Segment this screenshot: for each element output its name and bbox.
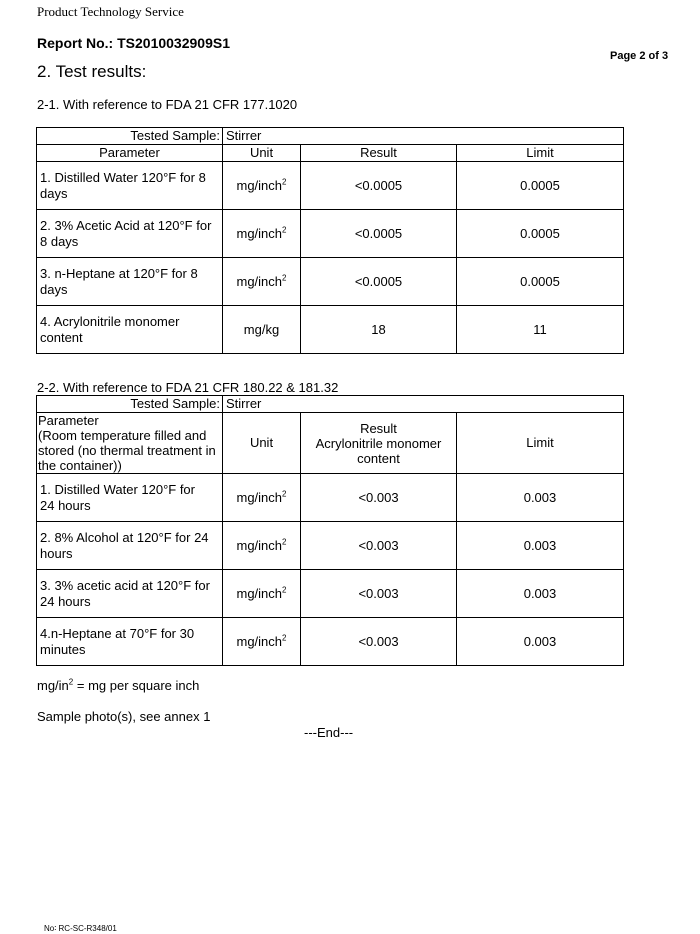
photo-note: Sample photo(s), see annex 1: [37, 709, 211, 724]
row-result: 18: [301, 306, 457, 354]
row-result: <0.0005: [301, 162, 457, 210]
tested-sample-label: Tested Sample:: [37, 396, 223, 413]
row-limit: 0.0005: [457, 258, 624, 306]
header-unit: Unit: [223, 413, 301, 474]
end-marker: ---End---: [304, 725, 354, 740]
row-parameter: 1. Distilled Water 120°F for 24 hours: [37, 474, 223, 522]
table-row: [37, 474, 624, 522]
header-unit: Unit: [223, 145, 301, 162]
table-row: [37, 618, 624, 666]
row-result: <0.003: [301, 570, 457, 618]
header-limit: Limit: [457, 413, 624, 474]
row-limit: 0.003: [457, 570, 624, 618]
table2-caption: 2-2. With reference to FDA 21 CFR 180.22 & 181.32: [37, 380, 339, 395]
header-parameter: Parameter: [37, 145, 223, 162]
tested-sample-value: Stirrer: [223, 128, 624, 145]
row-parameter: 1. Distilled Water 120°F for 8 days: [37, 162, 223, 210]
tested-sample-row: [37, 128, 624, 145]
table1-caption: 2-1. With reference to FDA 21 CFR 177.1020: [37, 97, 298, 112]
table-row: [37, 258, 624, 306]
row-parameter: 4.n-Heptane at 70°F for 30 minutes: [37, 618, 223, 666]
row-limit: 11: [457, 306, 624, 354]
table-row: [37, 162, 624, 210]
row-parameter: 2. 8% Alcohol at 120°F for 24 hours: [37, 522, 223, 570]
page-number: Page 2 of 3: [610, 50, 669, 62]
row-parameter: 3. n-Heptane at 120°F for 8 days: [37, 258, 223, 306]
table-row: [37, 210, 624, 258]
row-parameter: 4. Acrylonitrile monomer content: [37, 306, 223, 354]
header-row: [37, 145, 624, 162]
table-row: [37, 570, 624, 618]
row-unit: mg/inch$^2$: [223, 570, 301, 618]
tested-sample-value: Stirrer: [223, 396, 624, 413]
row-limit: 0.0005: [457, 210, 624, 258]
fda-180-22-table: [36, 395, 624, 666]
header-parameter: Parameter (Room temperature filled and stored (no thermal treatment in the container)): [37, 413, 223, 474]
row-unit: mg/inch$^2$: [223, 522, 301, 570]
company-name: Product Technology Service: [37, 4, 184, 19]
section-title: 2. Test results:: [37, 62, 147, 81]
tested-sample-label: Tested Sample:: [37, 128, 223, 145]
header-row: [37, 413, 624, 474]
header-result: Result Acrylonitrile monomer content: [301, 413, 457, 474]
row-result: <0.003: [301, 522, 457, 570]
table-row: [37, 306, 624, 354]
report-number: Report No.: TS2010032909S1: [37, 35, 230, 51]
row-parameter: 2. 3% Acetic Acid at 120°F for 8 days: [37, 210, 223, 258]
row-unit: mg/inch$^2$: [223, 618, 301, 666]
row-unit: mg/kg: [223, 306, 301, 354]
unit-note: $mg/in^2$ = mg per square inch: [37, 677, 200, 693]
row-unit: mg/inch$^2$: [223, 474, 301, 522]
row-limit: 0.0005: [457, 162, 624, 210]
row-parameter: 3. 3% acetic acid at 120°F for 24 hours: [37, 570, 223, 618]
row-unit: mg/inch$^2$: [223, 258, 301, 306]
row-limit: 0.003: [457, 474, 624, 522]
table-row: [37, 522, 624, 570]
row-result: <0.003: [301, 618, 457, 666]
row-unit: mg/inch$^2$: [223, 210, 301, 258]
row-result: <0.0005: [301, 210, 457, 258]
row-limit: 0.003: [457, 522, 624, 570]
row-unit: mg/inch$^2$: [223, 162, 301, 210]
row-result: <0.003: [301, 474, 457, 522]
tested-sample-row: [37, 396, 624, 413]
header-result: Result: [301, 145, 457, 162]
fda-177-1020-table: [36, 127, 624, 354]
form-number: No∶ RC-SC-R348/01: [44, 924, 117, 933]
row-result: <0.0005: [301, 258, 457, 306]
header-limit: Limit: [457, 145, 624, 162]
row-limit: 0.003: [457, 618, 624, 666]
